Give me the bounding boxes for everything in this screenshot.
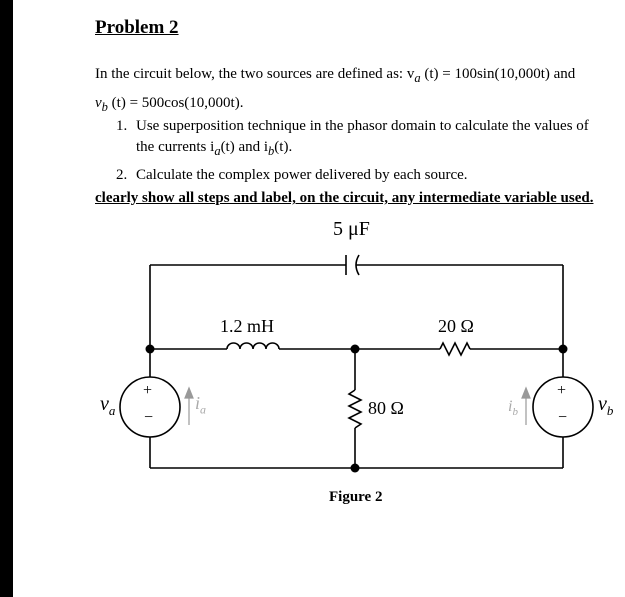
instruction-text: clearly show all steps and label, on the circuit, any intermediate variable used.	[95, 190, 594, 206]
ib-sub: b	[512, 406, 518, 419]
node-middle-bottom	[351, 464, 360, 473]
capacitor-label: 5 μF	[333, 218, 370, 240]
task-text-part: the currents i	[136, 139, 215, 155]
vb-symbol: v	[598, 393, 607, 415]
problem-title: Problem 2	[95, 17, 179, 38]
va-expression: (t) = 100sin(10,000t) and	[424, 66, 576, 82]
inductor	[227, 343, 279, 349]
source-b-plus: +	[557, 382, 567, 399]
source-b-minus: −	[558, 409, 568, 426]
va-sub: a	[108, 403, 116, 418]
task-number: 1.	[116, 118, 128, 134]
current-arrowhead-b	[522, 388, 530, 398]
node-right	[559, 345, 568, 354]
ia-subscript: a	[214, 144, 221, 158]
ib-symbol: i	[508, 398, 513, 415]
resistor-top-label: 20 Ω	[438, 316, 474, 336]
va-symbol: v	[100, 393, 109, 415]
task-text: Calculate the complex power delivered by each source.	[136, 167, 468, 183]
vb-subscript: b	[101, 100, 108, 114]
vb-symbol: v	[95, 95, 102, 111]
ia-symbol: i	[195, 393, 201, 413]
inductor-label: 1.2 mH	[220, 316, 274, 336]
vb-expression: (t) = 500cos(10,000t).	[111, 95, 244, 111]
resistor-80-ohm	[349, 390, 361, 428]
vb-sub: b	[606, 403, 614, 418]
source-a-plus: +	[143, 382, 153, 399]
source-a-label	[100, 393, 115, 419]
resistor-mid-label: 80 Ω	[368, 398, 404, 418]
task-number: 2.	[116, 167, 128, 183]
va-subscript: a	[414, 71, 421, 85]
current-b-label	[508, 398, 518, 418]
node-left	[146, 345, 155, 354]
intro-text: In the circuit below, the two sources are defined as: v	[95, 66, 415, 82]
source-b-label	[598, 393, 613, 419]
ia-sub: a	[200, 402, 207, 417]
source-a-minus: −	[144, 409, 154, 426]
figure-caption: Figure 2	[329, 489, 383, 505]
task-text-part: (t).	[274, 139, 293, 155]
current-a-label	[195, 393, 206, 418]
task-text: Use superposition technique in the phasor domain to calculate the values of	[136, 118, 589, 134]
ib-subscript: b	[268, 144, 275, 158]
task-text-part: (t) and i	[220, 139, 269, 155]
current-arrowhead-a	[185, 388, 193, 398]
resistor-20-ohm	[440, 343, 470, 355]
node-middle-top	[351, 345, 360, 354]
